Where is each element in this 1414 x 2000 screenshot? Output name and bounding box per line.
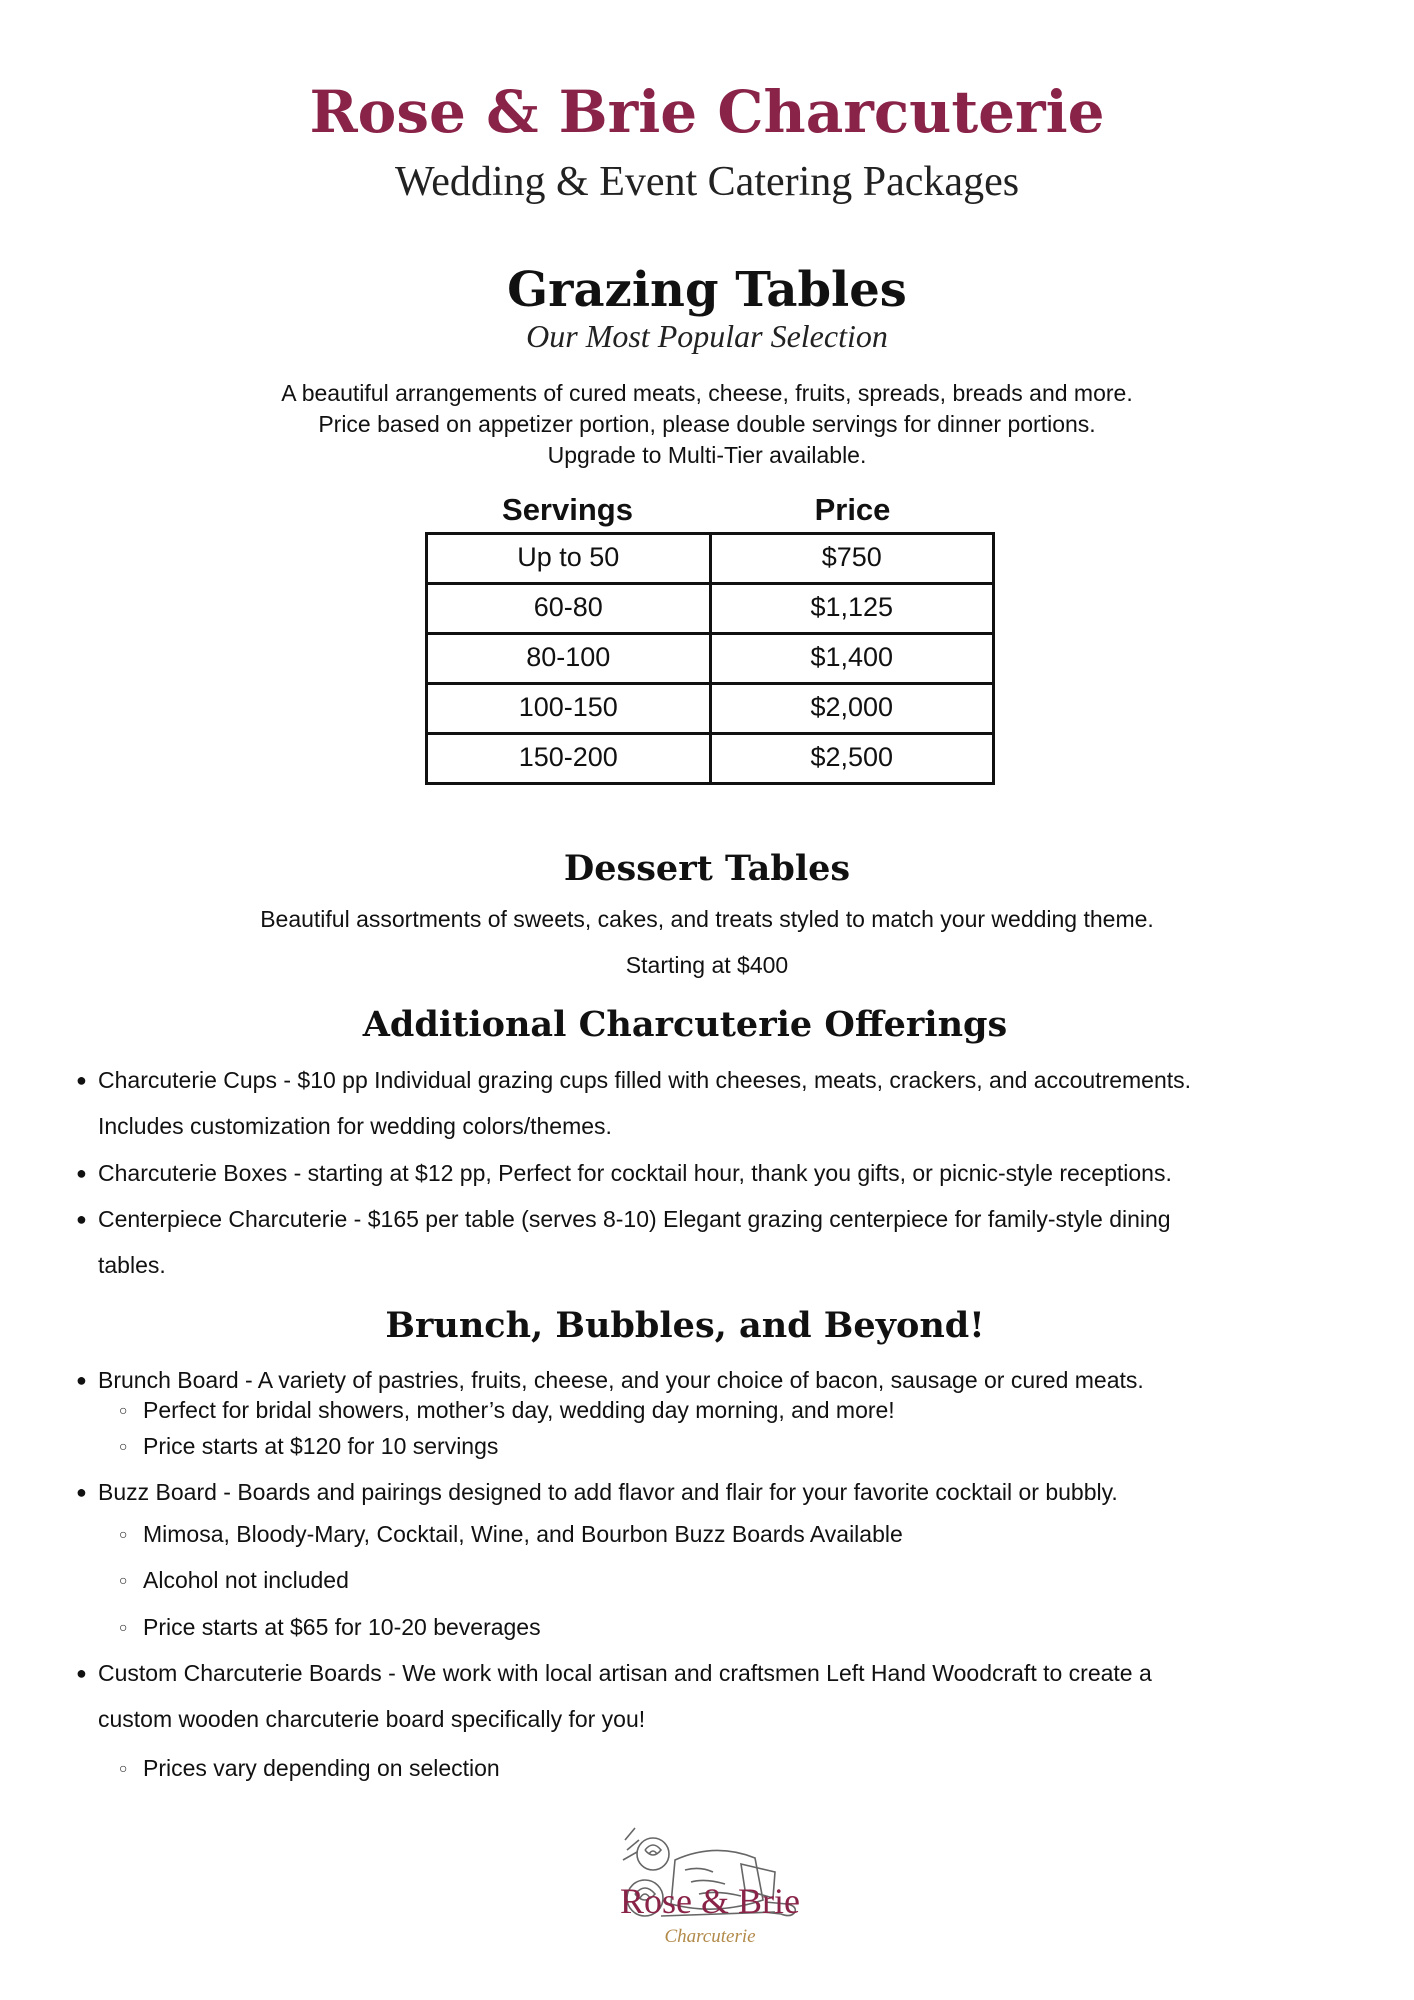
price-cell: $2,000 bbox=[810, 692, 894, 722]
table-body bbox=[425, 532, 995, 785]
sub-list-item bbox=[119, 1392, 895, 1428]
servings-header: Servings bbox=[502, 492, 633, 527]
rose-cheese-board-logo-icon bbox=[605, 1770, 815, 1980]
sub-item-text: Price starts at $120 for 10 servings bbox=[143, 1433, 499, 1459]
dessert-tables-heading: Dessert Tables bbox=[563, 848, 851, 889]
price-cell: $1,400 bbox=[810, 642, 894, 672]
bullet-icon: ● bbox=[76, 1482, 87, 1502]
logo-name: Rose & Brie bbox=[620, 1881, 800, 1921]
servings-cell: 60-80 bbox=[428, 585, 712, 632]
circle-bullet-icon: ○ bbox=[119, 1760, 128, 1776]
list-item bbox=[76, 1057, 1358, 1149]
table-row bbox=[428, 732, 992, 782]
table-row bbox=[428, 632, 992, 682]
offering-text: Charcuterie Boxes - starting at $12 pp, Perfect for cocktail hour, thank you gifts, or picnic-style receptions. bbox=[98, 1160, 1172, 1186]
brunch-heading: Brunch, Bubbles, and Beyond! bbox=[385, 1305, 985, 1346]
price-cell: $750 bbox=[821, 542, 882, 572]
grazing-price-table bbox=[425, 488, 995, 785]
bullet-icon: ● bbox=[76, 1663, 87, 1683]
sub-list-item bbox=[119, 1516, 903, 1552]
sub-item-text: Prices vary depending on selection bbox=[143, 1755, 500, 1781]
list-item bbox=[76, 1650, 1358, 1742]
servings-cell: Up to 50 bbox=[428, 535, 712, 582]
bullet-icon: ● bbox=[76, 1163, 87, 1183]
brand-subtitle: Wedding & Event Catering Packages bbox=[394, 159, 1020, 205]
grazing-description-line: Upgrade to Multi-Tier available. bbox=[547, 442, 867, 468]
offering-text: Centerpiece Charcuterie - $165 per table (serves 8-10) Elegant grazing centerpiece for family-style dining bbox=[98, 1206, 1171, 1232]
offering-text: custom wooden charcuterie board specifically for you! bbox=[98, 1706, 646, 1732]
grazing-description-line: A beautiful arrangements of cured meats, cheese, fruits, spreads, breads and more. bbox=[281, 380, 1133, 406]
offering-text: Charcuterie Cups - $10 pp Individual grazing cups filled with cheeses, meats, crackers, and accoutrements. bbox=[98, 1067, 1192, 1093]
price-cell: $2,500 bbox=[810, 742, 894, 772]
table-row bbox=[428, 582, 992, 632]
list-item bbox=[76, 1469, 1358, 1515]
table-row bbox=[428, 682, 992, 732]
list-item bbox=[76, 1196, 1358, 1288]
grazing-tables-tagline: Our Most Popular Selection bbox=[526, 318, 888, 354]
offering-text: Brunch Board - A variety of pastries, fruits, cheese, and your choice of bacon, sausage or cured meats. bbox=[98, 1367, 1144, 1393]
grazing-tables-heading: Grazing Tables bbox=[507, 262, 907, 318]
bullet-icon: ● bbox=[76, 1209, 87, 1229]
dessert-price: Starting at $400 bbox=[625, 952, 789, 978]
bullet-icon: ● bbox=[76, 1370, 87, 1390]
sub-list-item bbox=[119, 1428, 499, 1464]
offering-text: Custom Charcuterie Boards - We work with local artisan and craftsmen Left Hand Woodcraft to create a bbox=[98, 1660, 1152, 1686]
offering-text: tables. bbox=[98, 1252, 166, 1278]
table-header-row bbox=[425, 488, 995, 532]
logo-tagline: Charcuterie bbox=[664, 1926, 756, 1947]
servings-cell: 150-200 bbox=[428, 735, 712, 782]
sub-item-text: Mimosa, Bloody-Mary, Cocktail, Wine, and Bourbon Buzz Boards Available bbox=[143, 1521, 903, 1547]
brand-title: Rose & Brie Charcuterie bbox=[309, 78, 1105, 146]
grazing-description-line: Price based on appetizer portion, please double servings for dinner portions. bbox=[318, 411, 1096, 437]
sub-item-text: Price starts at $65 for 10-20 beverages bbox=[143, 1614, 541, 1640]
circle-bullet-icon: ○ bbox=[119, 1619, 128, 1635]
dessert-description: Beautiful assortments of sweets, cakes, and treats styled to match your wedding theme. bbox=[260, 906, 1154, 932]
servings-cell: 100-150 bbox=[428, 685, 712, 732]
offering-text: Includes customization for wedding colors/themes. bbox=[98, 1113, 612, 1139]
price-header: Price bbox=[814, 492, 891, 527]
additional-offerings-heading: Additional Charcuterie Offerings bbox=[362, 1004, 1008, 1045]
sub-item-text: Alcohol not included bbox=[143, 1567, 349, 1593]
circle-bullet-icon: ○ bbox=[119, 1572, 128, 1588]
servings-cell: 80-100 bbox=[428, 635, 712, 682]
offering-text: Buzz Board - Boards and pairings designed to add flavor and flair for your favorite cocktail or bubbly. bbox=[98, 1479, 1118, 1505]
bullet-icon: ● bbox=[76, 1070, 87, 1090]
sub-item-text: Perfect for bridal showers, mother’s day, wedding day morning, and more! bbox=[143, 1397, 895, 1423]
price-cell: $1,125 bbox=[810, 592, 894, 622]
list-item bbox=[76, 1150, 1358, 1196]
sub-list-item bbox=[119, 1609, 541, 1645]
sub-list-item bbox=[119, 1750, 500, 1786]
circle-bullet-icon: ○ bbox=[119, 1526, 128, 1542]
table-row bbox=[428, 535, 992, 582]
circle-bullet-icon: ○ bbox=[119, 1402, 128, 1418]
sub-list-item bbox=[119, 1562, 349, 1598]
circle-bullet-icon: ○ bbox=[119, 1438, 128, 1454]
